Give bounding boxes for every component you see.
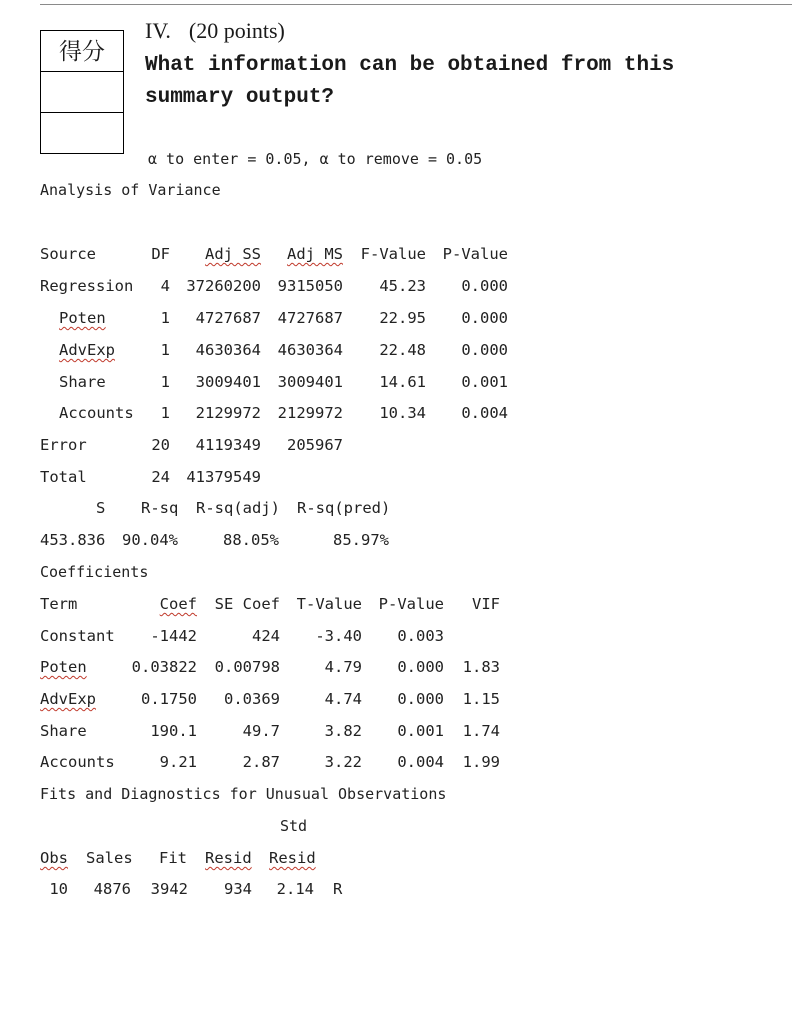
- anova-source: Error: [40, 436, 87, 454]
- anova-ss: 3009401: [195, 373, 261, 391]
- anova-f: 10.34: [379, 404, 426, 422]
- anova-df: 24: [151, 468, 170, 486]
- grader-cell: [41, 113, 123, 153]
- question-heading: [145, 18, 303, 44]
- coef-col-p: P-Value: [378, 595, 444, 613]
- anova-col-adjms: Adj MS: [287, 245, 343, 263]
- summary-col-rsq-adj: R-sq(adj): [196, 499, 280, 517]
- anova-col-p: P-Value: [442, 245, 508, 263]
- score-box: [40, 30, 124, 154]
- coef-term: Share: [40, 722, 87, 740]
- coef-se: 49.7: [242, 722, 280, 740]
- diag-col-obs: Obs: [40, 849, 68, 867]
- coef-p: 0.004: [397, 753, 444, 771]
- coef-term: Poten: [40, 658, 87, 676]
- summary-rsq-pred: 85.97%: [333, 531, 389, 549]
- anova-source: Regression: [40, 277, 134, 295]
- coef-vif: 1.74: [462, 722, 500, 740]
- diag-sales: 4876: [93, 880, 131, 898]
- summary-rsq-adj: 88.05%: [223, 531, 279, 549]
- anova-col-df: DF: [151, 245, 170, 263]
- coef-se: 0.00798: [214, 658, 280, 676]
- anova-ss: 4727687: [195, 309, 261, 327]
- coef-col-t: T-Value: [296, 595, 362, 613]
- summary-col-rsq: R-sq: [141, 499, 179, 517]
- summary-rsq: 90.04%: [122, 531, 178, 549]
- anova-col-adjss: Adj SS: [205, 245, 261, 263]
- diag-fit: 3942: [150, 880, 188, 898]
- coef-se: 2.87: [242, 753, 280, 771]
- question-text: What information can be obtained from this summary output?: [145, 54, 675, 109]
- anova-ss: 2129972: [195, 404, 261, 422]
- anova-ms: 3009401: [277, 373, 343, 391]
- coef-term: AdvExp: [40, 690, 96, 708]
- diag-flag: R: [333, 880, 343, 898]
- coef-vif: 1.99: [462, 753, 500, 771]
- coef-value: 9.21: [159, 753, 197, 771]
- anova-ss: 4119349: [195, 436, 261, 454]
- diag-std-resid: 2.14: [276, 880, 314, 898]
- coef-se: 424: [252, 627, 280, 645]
- anova-title: Analysis of Variance: [40, 181, 221, 199]
- anova-p: 0.004: [461, 404, 508, 422]
- coef-p: 0.000: [397, 690, 444, 708]
- coef-t: -3.40: [315, 627, 362, 645]
- anova-col-source: Source: [40, 245, 96, 263]
- coef-t: 4.74: [324, 690, 362, 708]
- summary-s: 453.836: [40, 531, 106, 549]
- anova-ss: 4630364: [195, 341, 261, 359]
- coef-term: Accounts: [40, 753, 115, 771]
- anova-df: 20: [151, 436, 170, 454]
- anova-p: 0.001: [461, 373, 508, 391]
- diag-obs: 10: [49, 880, 68, 898]
- anova-ms: 2129972: [277, 404, 343, 422]
- coef-vif: 1.83: [462, 658, 500, 676]
- anova-ms: 205967: [287, 436, 343, 454]
- anova-f: 45.23: [379, 277, 426, 295]
- anova-ms: 4727687: [277, 309, 343, 327]
- anova-p: 0.000: [461, 277, 508, 295]
- summary-col-s: S: [96, 499, 106, 517]
- coef-t: 3.82: [324, 722, 362, 740]
- anova-f: 22.95: [379, 309, 426, 327]
- coefficients-title: Coefficients: [40, 563, 149, 581]
- anova-df: 1: [160, 341, 170, 359]
- anova-df: 1: [160, 309, 170, 327]
- coef-p: 0.003: [397, 627, 444, 645]
- coef-vif: 1.15: [462, 690, 500, 708]
- summary-col-rsq-pred: R-sq(pred): [297, 499, 391, 517]
- question-points: (20 points): [188, 18, 285, 43]
- diag-col-fit: Fit: [159, 849, 187, 867]
- coef-col-coef: Coef: [159, 595, 197, 613]
- anova-ms: 4630364: [277, 341, 343, 359]
- diagnostics-std-label: Std: [280, 817, 308, 835]
- anova-ms: 9315050: [277, 277, 343, 295]
- anova-source: Total: [40, 468, 87, 486]
- coef-t: 4.79: [324, 658, 362, 676]
- anova-source: Accounts: [59, 404, 134, 422]
- diag-resid: 934: [224, 880, 252, 898]
- coef-value: -1442: [150, 627, 197, 645]
- anova-p: 0.000: [461, 341, 508, 359]
- coef-value: 190.1: [150, 722, 197, 740]
- anova-df: 1: [160, 404, 170, 422]
- coef-p: 0.001: [397, 722, 444, 740]
- coef-se: 0.0369: [224, 690, 280, 708]
- coef-p: 0.000: [397, 658, 444, 676]
- score-entry-cell: [41, 72, 123, 113]
- anova-source: Share: [59, 373, 106, 391]
- coef-col-term: Term: [40, 595, 78, 613]
- coef-col-vif: VIF: [472, 595, 500, 613]
- score-label: 得分: [41, 31, 123, 72]
- coef-col-se: SE Coef: [214, 595, 280, 613]
- anova-f: 22.48: [379, 341, 426, 359]
- diag-col-std-resid: Resid: [269, 849, 316, 867]
- anova-ss: 41379549: [186, 468, 261, 486]
- anova-f: 14.61: [379, 373, 426, 391]
- coef-term: Constant: [40, 627, 115, 645]
- coef-value: 0.03822: [131, 658, 197, 676]
- diagnostics-title: Fits and Diagnostics for Unusual Observations: [40, 785, 447, 803]
- anova-ss: 37260200: [186, 277, 261, 295]
- anova-df: 1: [160, 373, 170, 391]
- coef-value: 0.1750: [141, 690, 197, 708]
- anova-source: AdvExp: [59, 341, 115, 359]
- question-number: IV.: [145, 18, 171, 43]
- anova-p: 0.000: [461, 309, 508, 327]
- anova-col-f: F-Value: [360, 245, 426, 263]
- anova-source: Poten: [59, 309, 106, 327]
- anova-df: 4: [160, 277, 170, 295]
- top-rule: [40, 4, 792, 5]
- diag-col-sales: Sales: [86, 849, 133, 867]
- diag-col-resid: Resid: [205, 849, 252, 867]
- alpha-line: α to enter = 0.05, α to remove = 0.05: [148, 150, 483, 168]
- coef-t: 3.22: [324, 753, 362, 771]
